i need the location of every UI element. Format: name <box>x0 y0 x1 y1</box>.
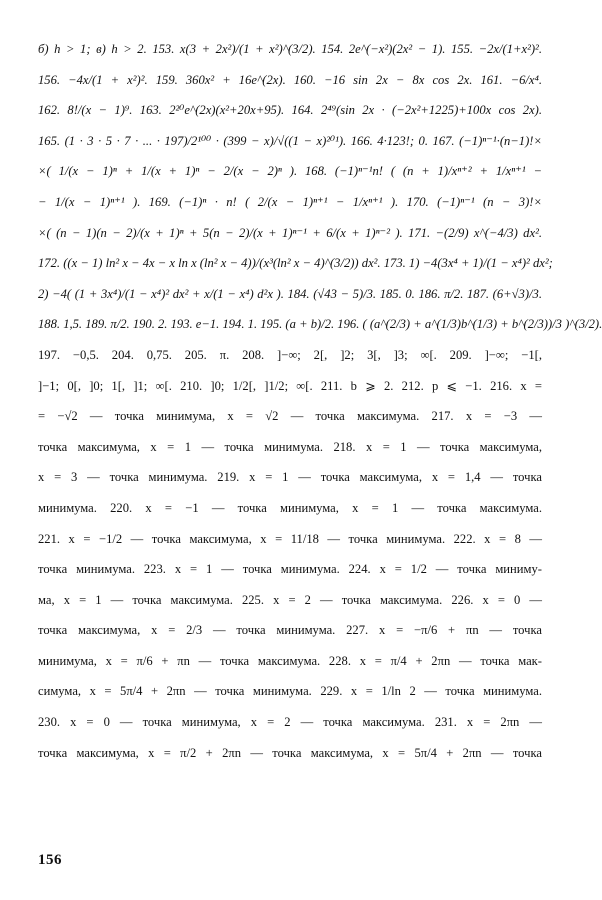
text-line: x = 3 — точка минимума. 219. x = 1 — точка максимума, x = 1,4 — точка <box>38 470 542 485</box>
text-line: ]−1; 0[, ]0; 1[, ]1; ∞[. 210. ]0; 1/2[, ]1/2; ∞[. 211. b ⩾ 2. 212. p ⩽ −1. 216. x = <box>38 378 542 393</box>
page-number: 156 <box>38 852 62 868</box>
text-line: 221. x = −1/2 — точка максимума, x = 11/18 — точка минимума. 222. x = 8 — <box>38 531 542 546</box>
text-line: ×( 1/(x − 1)ⁿ + 1/(x + 1)ⁿ − 2/(x − 2)ⁿ ). 168. (−1)ⁿ⁻¹n! ( (n + 1)/xⁿ⁺² + 1/xⁿ⁺¹ − <box>38 164 542 179</box>
text-line: точка максимума, x = 1 — точка минимума. 218. x = 1 — точка максимума, <box>38 439 542 454</box>
text-line: точка максимума, x = 2/3 — точка минимума. 227. x = −π/6 + πn — точка <box>38 623 542 638</box>
text-line: симума, x = 5π/4 + 2πn — точка минимума. 229. x = 1/ln 2 — точка минимума. <box>38 684 542 699</box>
text-line: точка максимума, x = π/2 + 2πn — точка максимума, x = 5π/4 + 2πn — точка <box>38 745 542 760</box>
text-line: 172. ((x − 1) ln² x − 4x − x ln x (ln² x − 4))/(x³(ln² x − 4)^(3/2)) dx². 173. 1) −4(3x⁴ + 1)/(1 − x⁴)² dx²; <box>38 256 553 271</box>
text-line: точка минимума. 223. x = 1 — точка минимума. 224. x = 1/2 — точка миниму- <box>38 562 542 577</box>
text-line: ма, x = 1 — точка максимума. 225. x = 2 — точка максимума. 226. x = 0 — <box>38 592 542 607</box>
text-line: 188. 1,5. 189. π/2. 190. 2. 193. e−1. 194. 1. 195. (a + b)/2. 196. ( (a^(2/3) + a^(1/3)b^(1/3) + b^(2/3))/3 )^(3/2). <box>38 317 602 332</box>
text-line: минимума, x = π/6 + πn — точка максимума. 228. x = π/4 + 2πn — точка мак- <box>38 653 542 668</box>
text-line: 230. x = 0 — точка минимума, x = 2 — точка максимума. 231. x = 2πn — <box>38 715 542 730</box>
text-line: б) h > 1; в) h > 2. 153. x(3 + 2x²)/(1 + x²)^(3/2). 154. 2e^(−x²)(2x² − 1). 155. −2x/(1+x²)². <box>38 42 542 56</box>
text-line: = −√2 — точка минимума, x = √2 — точка максимума. 217. x = −3 — <box>38 409 542 424</box>
text-line: − 1/(x − 1)ⁿ⁺¹ ). 169. (−1)ⁿ · n! ( 2/(x − 1)ⁿ⁺¹ − 1/xⁿ⁺¹ ). 170. (−1)ⁿ⁻¹ (n − 3)!× <box>38 194 542 209</box>
text-line: 2) −4( (1 + 3x⁴)/(1 − x⁴)² dx² + x/(1 − x⁴) d²x ). 184. (√43 − 5)/3. 185. 0. 186. π/2. 187. (6+√3)/3. <box>38 286 542 301</box>
text-line: 156. −4x/(1 + x²)². 159. 360x² + 16e^(2x). 160. −16 sin 2x − 8x cos 2x. 161. −6/x⁴. <box>38 72 542 87</box>
text-line: ×( (n − 1)(n − 2)/(x + 1)ⁿ + 5(n − 2)/(x + 1)ⁿ⁻¹ + 6/(x + 1)ⁿ⁻² ). 171. −(2/9) x^(−4/3) dx². <box>38 225 542 240</box>
text-line: 197. −0,5. 204. 0,75. 205. π. 208. ]−∞; 2[, ]2; 3[, ]3; ∞[. 209. ]−∞; −1[, <box>38 347 542 362</box>
text-line: минимума. 220. x = −1 — точка минимума, x = 1 — точка максимума. <box>38 500 542 515</box>
text-line: 165. (1 · 3 · 5 · 7 · ... · 197)/2¹⁰⁰ · (399 − x)/√((1 − x)²⁰¹). 166. 4·123!; 0. 167. (−1)ⁿ⁻¹·(n−1)!× <box>38 133 542 148</box>
answers-text <box>38 34 602 768</box>
text-line: 162. 8!/(x − 1)⁹. 163. 2²⁰e^(2x)(x²+20x+95). 164. 2⁴⁹(sin 2x · (−2x²+1225)+100x cos 2x). <box>38 103 542 118</box>
